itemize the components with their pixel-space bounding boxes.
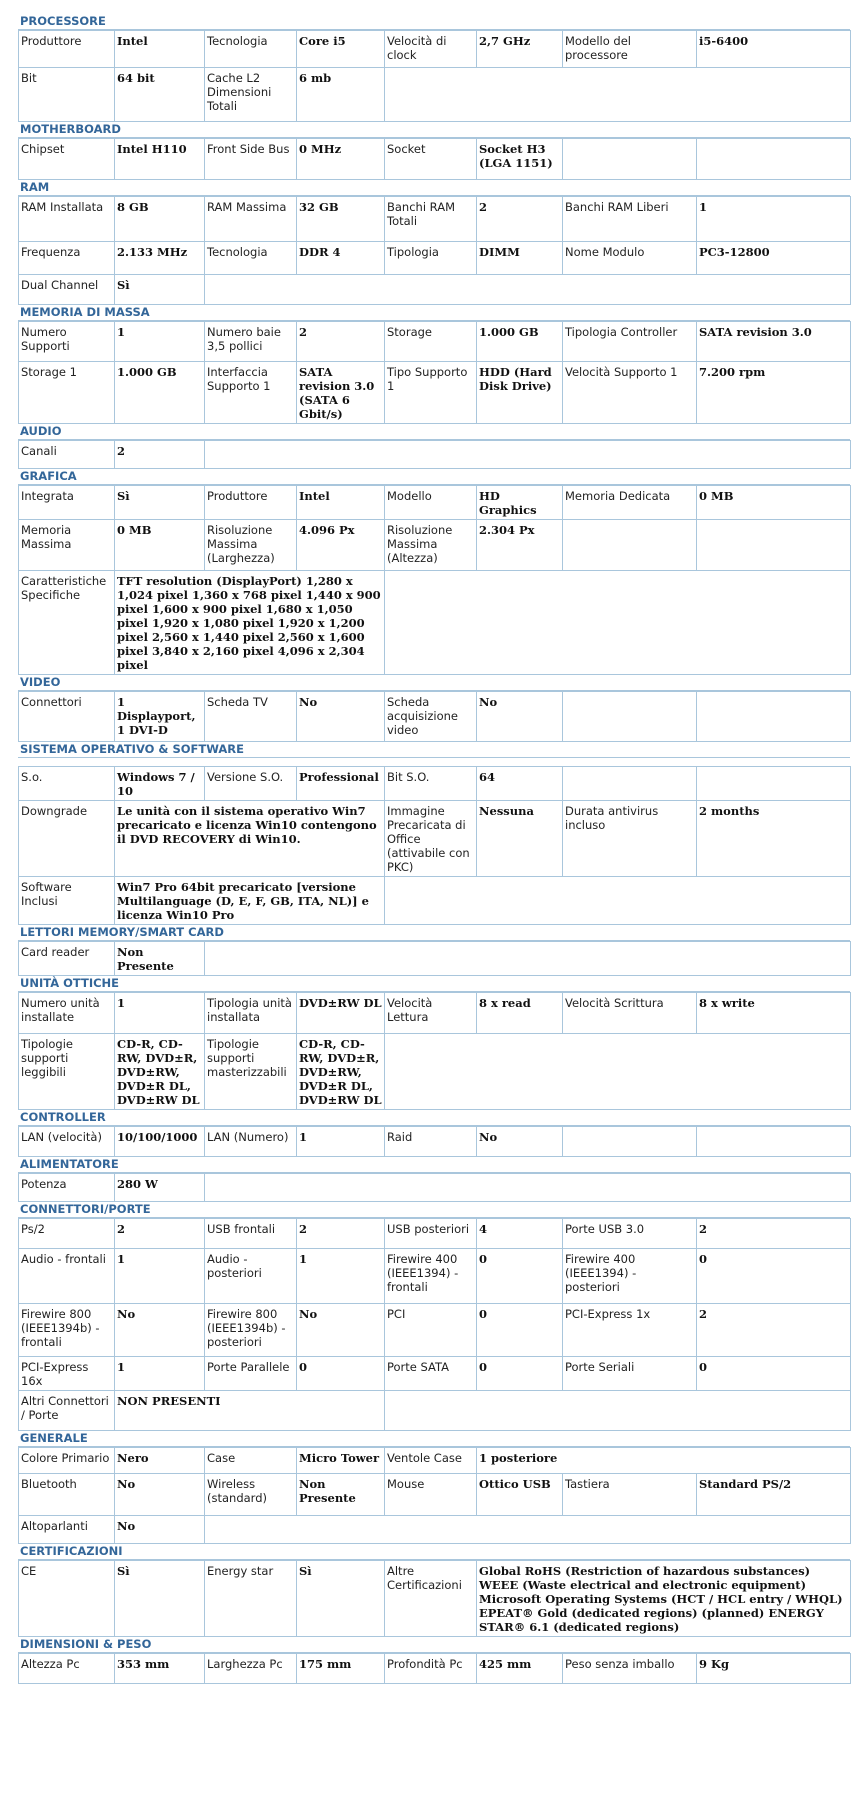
spec-value-downgrade: Le unità con il sistema operativo Win7 precaricato e licenza Win10 contengono il DVD RECOVERY di Win10. (115, 801, 385, 877)
spec-label-numero-unita-installate: Numero unità installate (19, 993, 115, 1034)
spec-value-numero-supporti: 1 (115, 322, 205, 362)
empty-cell (697, 1127, 851, 1157)
spec-value-larghezza-pc: 175 mm (297, 1654, 385, 1684)
section-title-certificazioni: CERTIFICAZIONI (18, 1544, 850, 1560)
spec-value-altezza-pc: 353 mm (115, 1654, 205, 1684)
spec-row (19, 1516, 851, 1544)
spec-label-peso-senza-imballo: Peso senza imballo (563, 1654, 697, 1684)
spec-value-risoluzione-massima-larghezza: 4.096 Px (297, 520, 385, 571)
spec-value-tastiera: Standard PS/2 (697, 1474, 851, 1516)
spec-label-altoparlanti: Altoparlanti (19, 1516, 115, 1544)
spec-label-audio-frontali: Audio - frontali (19, 1249, 115, 1304)
spec-row (19, 139, 851, 180)
empty-cell (385, 1034, 851, 1110)
spec-value-modello-del-processore: i5-6400 (697, 31, 851, 68)
section-title-motherboard: MOTHERBOARD (18, 122, 850, 138)
spec-value-tipologie-supporti-leggibili: CD-R, CD-RW, DVD±R, DVD±RW, DVD±R DL, DVD±RW DL (115, 1034, 205, 1110)
spec-label-firewire-400-ieee1394-frontali: Firewire 400 (IEEE1394) - frontali (385, 1249, 477, 1304)
spec-value-dual-channel: Sì (115, 275, 205, 305)
empty-cell (205, 441, 851, 469)
spec-label-velocita-di-clock: Velocità di clock (385, 31, 477, 68)
spec-label-durata-antivirus-incluso: Durata antivirus incluso (563, 801, 697, 877)
spec-value-firewire-400-ieee1394-frontali: 0 (477, 1249, 563, 1304)
spec-value-lan-velocita: 10/100/1000 (115, 1127, 205, 1157)
section-title-memoria-di-massa: MEMORIA DI MASSA (18, 305, 850, 321)
spec-label-tecnologia: Tecnologia (205, 242, 297, 275)
empty-cell (205, 942, 851, 976)
spec-label-interfaccia-supporto-1: Interfaccia Supporto 1 (205, 362, 297, 424)
spec-label-firewire-400-ieee1394-posteriori: Firewire 400 (IEEE1394) - posteriori (563, 1249, 697, 1304)
spec-label-lan-numero: LAN (Numero) (205, 1127, 297, 1157)
spec-row (19, 1219, 851, 1249)
spec-value-numero-baie-3-5-pollici: 2 (297, 322, 385, 362)
spec-label-pci: PCI (385, 1304, 477, 1357)
section-title-alimentatore: ALIMENTATORE (18, 1157, 850, 1173)
spec-label-s-o: S.o. (19, 767, 115, 801)
spec-label-frequenza: Frequenza (19, 242, 115, 275)
spec-label-storage: Storage (385, 322, 477, 362)
spec-row (19, 242, 851, 275)
spec-label-socket: Socket (385, 139, 477, 180)
spec-value-software-inclusi: Win7 Pro 64bit precaricato [versione Multilanguage (D, E, F, GB, ITA, NL)] e licenza Win10 Pro (115, 877, 385, 925)
spec-value-caratteristiche-specifiche: TFT resolution (DisplayPort) 1,280 x 1,024 pixel 1,360 x 768 pixel 1,440 x 900 pixel 1,600 x 900 pixel 1,680 x 1,050 pixel 1,920 x 1,080 pixel 1,920 x 1,200 pixel 2,560 x 1,440 pixel 2,560 x 1,600 pixel 3,840 x 2,160 pixel 4,096 x 2,304 pixel (115, 571, 385, 675)
spec-row (19, 767, 851, 801)
spec-value-interfaccia-supporto-1: SATA revision 3.0 (SATA 6 Gbit/s) (297, 362, 385, 424)
section-title-dimensioni-peso: DIMENSIONI & PESO (18, 1637, 850, 1653)
empty-cell (563, 139, 697, 180)
spec-value-ventole-case: 1 posteriore (477, 1448, 851, 1474)
spec-label-energy-star: Energy star (205, 1561, 297, 1637)
spec-value-frequenza: 2.133 MHz (115, 242, 205, 275)
spec-value-raid: No (477, 1127, 563, 1157)
spec-value-pci: 0 (477, 1304, 563, 1357)
spec-row (19, 362, 851, 424)
spec-label-tipologie-supporti-masterizzabili: Tipologie supporti masterizzabili (205, 1034, 297, 1110)
spec-label-porte-parallele: Porte Parallele (205, 1357, 297, 1391)
spec-label-tipo-supporto-1: Tipo Supporto 1 (385, 362, 477, 424)
spec-label-porte-usb-3-0: Porte USB 3.0 (563, 1219, 697, 1249)
spec-value-tipologia-unita-installata: DVD±RW DL (297, 993, 385, 1034)
spec-value-lan-numero: 1 (297, 1127, 385, 1157)
spec-value-wireless-standard: Non Presente (297, 1474, 385, 1516)
spec-label-usb-frontali: USB frontali (205, 1219, 297, 1249)
spec-label-usb-posteriori: USB posteriori (385, 1219, 477, 1249)
section-title-sistema-operativo-software: SISTEMA OPERATIVO & SOFTWARE (18, 742, 850, 758)
spec-value-firewire-800-ieee1394b-frontali: No (115, 1304, 205, 1357)
empty-cell (385, 877, 851, 925)
spec-table-certificazioni (18, 1560, 851, 1637)
spec-label-memoria-dedicata: Memoria Dedicata (563, 486, 697, 520)
spec-value-tipologia-controller: SATA revision 3.0 (697, 322, 851, 362)
spec-value-altri-connettori-porte: NON PRESENTI (115, 1391, 385, 1431)
empty-cell (385, 68, 851, 122)
spec-row (19, 993, 851, 1034)
spec-label-numero-supporti: Numero Supporti (19, 322, 115, 362)
spec-value-usb-frontali: 2 (297, 1219, 385, 1249)
spec-row (19, 1127, 851, 1157)
empty-cell (563, 1127, 697, 1157)
spec-value-durata-antivirus-incluso: 2 months (697, 801, 851, 877)
spec-label-tecnologia: Tecnologia (205, 31, 297, 68)
spec-value-altoparlanti: No (115, 1516, 205, 1544)
spec-value-firewire-800-ieee1394b-posteriori: No (297, 1304, 385, 1357)
spec-value-porte-seriali: 0 (697, 1357, 851, 1391)
spec-value-modello: HD Graphics (477, 486, 563, 520)
spec-label-case: Case (205, 1448, 297, 1474)
spec-label-card-reader: Card reader (19, 942, 115, 976)
section-title-lettori-memory-smart-card: LETTORI MEMORY/SMART CARD (18, 925, 850, 941)
spec-value-colore-primario: Nero (115, 1448, 205, 1474)
spec-label-firewire-800-ieee1394b-posteriori: Firewire 800 (IEEE1394b) - posteriori (205, 1304, 297, 1357)
spec-table-generale (18, 1447, 851, 1544)
empty-cell (697, 139, 851, 180)
spec-label-risoluzione-massima-altezza: Risoluzione Massima (Altezza) (385, 520, 477, 571)
spec-label-audio-posteriori: Audio - posteriori (205, 1249, 297, 1304)
spec-label-potenza: Potenza (19, 1174, 115, 1202)
spec-row (19, 1357, 851, 1391)
spec-label-tipologie-supporti-leggibili: Tipologie supporti leggibili (19, 1034, 115, 1110)
spec-label-integrata: Integrata (19, 486, 115, 520)
spec-table-ram (18, 196, 851, 305)
spec-value-nome-modulo: PC3-12800 (697, 242, 851, 275)
empty-cell (697, 692, 851, 742)
spec-value-produttore: Intel (297, 486, 385, 520)
spec-label-modello-del-processore: Modello del processore (563, 31, 697, 68)
spec-label-tastiera: Tastiera (563, 1474, 697, 1516)
spec-label-versione-s-o: Versione S.O. (205, 767, 297, 801)
spec-value-porte-usb-3-0: 2 (697, 1219, 851, 1249)
empty-cell (205, 1174, 851, 1202)
empty-cell (385, 1391, 851, 1431)
spec-row (19, 68, 851, 122)
spec-value-card-reader: Non Presente (115, 942, 205, 976)
spec-value-memoria-dedicata: 0 MB (697, 486, 851, 520)
spec-value-scheda-acquisizione-video: No (477, 692, 563, 742)
spec-value-bit: 64 bit (115, 68, 205, 122)
spec-value-cache-l2-dimensioni-totali: 6 mb (297, 68, 385, 122)
spec-label-firewire-800-ieee1394b-frontali: Firewire 800 (IEEE1394b) - frontali (19, 1304, 115, 1357)
spec-label-banchi-ram-totali: Banchi RAM Totali (385, 197, 477, 242)
spec-value-porte-parallele: 0 (297, 1357, 385, 1391)
spec-row (19, 322, 851, 362)
spec-label-ps-2: Ps/2 (19, 1219, 115, 1249)
empty-cell (205, 1516, 851, 1544)
spec-value-versione-s-o: Professional (297, 767, 385, 801)
spec-table-controller (18, 1126, 851, 1157)
spec-row (19, 571, 851, 675)
spec-label-caratteristiche-specifiche: Caratteristiche Specifiche (19, 571, 115, 675)
spec-label-pci-express-16x: PCI-Express 16x (19, 1357, 115, 1391)
spec-row (19, 1034, 851, 1110)
spec-value-firewire-400-ieee1394-posteriori: 0 (697, 1249, 851, 1304)
spec-label-pci-express-1x: PCI-Express 1x (563, 1304, 697, 1357)
spec-row (19, 31, 851, 68)
spec-row (19, 877, 851, 925)
spec-table-unita-ottiche (18, 992, 851, 1110)
spec-label-connettori: Connettori (19, 692, 115, 742)
spec-value-s-o: Windows 7 / 10 (115, 767, 205, 801)
spec-label-risoluzione-massima-larghezza: Risoluzione Massima (Larghezza) (205, 520, 297, 571)
spec-value-velocita-lettura: 8 x read (477, 993, 563, 1034)
spec-row (19, 1654, 851, 1684)
spec-label-chipset: Chipset (19, 139, 115, 180)
spec-value-porte-sata: 0 (477, 1357, 563, 1391)
spec-value-integrata: Sì (115, 486, 205, 520)
spec-label-produttore: Produttore (19, 31, 115, 68)
spec-value-chipset: Intel H110 (115, 139, 205, 180)
spec-table-dimensioni-peso (18, 1653, 851, 1684)
spec-label-banchi-ram-liberi: Banchi RAM Liberi (563, 197, 697, 242)
spec-label-altre-certificazioni: Altre Certificazioni (385, 1561, 477, 1637)
spec-row (19, 1474, 851, 1516)
spec-value-immagine-precaricata-di-office-attivabile-con-pkc: Nessuna (477, 801, 563, 877)
spec-label-ce: CE (19, 1561, 115, 1637)
spec-value-socket: Socket H3 (LGA 1151) (477, 139, 563, 180)
spec-label-scheda-tv: Scheda TV (205, 692, 297, 742)
section-title-controller: CONTROLLER (18, 1110, 850, 1126)
spec-row (19, 275, 851, 305)
spec-value-pci-express-1x: 2 (697, 1304, 851, 1357)
spec-value-front-side-bus: 0 MHz (297, 139, 385, 180)
spec-value-scheda-tv: No (297, 692, 385, 742)
spec-table-audio (18, 440, 851, 469)
spec-row (19, 1304, 851, 1357)
spec-label-tipologia-unita-installata: Tipologia unità installata (205, 993, 297, 1034)
spec-value-tipologia: DIMM (477, 242, 563, 275)
spec-value-usb-posteriori: 4 (477, 1219, 563, 1249)
spec-label-mouse: Mouse (385, 1474, 477, 1516)
spec-row (19, 1391, 851, 1431)
spec-row (19, 520, 851, 571)
spec-value-pci-express-16x: 1 (115, 1357, 205, 1391)
spec-value-audio-posteriori: 1 (297, 1249, 385, 1304)
spec-value-banchi-ram-liberi: 1 (697, 197, 851, 242)
spec-value-ram-installata: 8 GB (115, 197, 205, 242)
section-spacer (18, 758, 850, 766)
spec-label-canali: Canali (19, 441, 115, 469)
spec-value-energy-star: Sì (297, 1561, 385, 1637)
spec-value-case: Micro Tower (297, 1448, 385, 1474)
section-title-connettori-porte: CONNETTORI/PORTE (18, 1202, 850, 1218)
section-title-ram: RAM (18, 180, 850, 196)
spec-label-ram-installata: RAM Installata (19, 197, 115, 242)
spec-label-ram-massima: RAM Massima (205, 197, 297, 242)
spec-label-wireless-standard: Wireless (standard) (205, 1474, 297, 1516)
spec-value-ce: Sì (115, 1561, 205, 1637)
spec-label-porte-seriali: Porte Seriali (563, 1357, 697, 1391)
spec-label-larghezza-pc: Larghezza Pc (205, 1654, 297, 1684)
spec-content (18, 14, 850, 1684)
empty-cell (697, 520, 851, 571)
empty-cell (563, 767, 697, 801)
spec-row (19, 441, 851, 469)
empty-cell (563, 692, 697, 742)
spec-row (19, 1174, 851, 1202)
spec-label-cache-l2-dimensioni-totali: Cache L2 Dimensioni Totali (205, 68, 297, 122)
spec-value-velocita-di-clock: 2,7 GHz (477, 31, 563, 68)
spec-value-connettori: 1 Displayport, 1 DVI-D (115, 692, 205, 742)
section-title-generale: GENERALE (18, 1431, 850, 1447)
spec-table-memoria-di-massa (18, 321, 851, 424)
spec-label-front-side-bus: Front Side Bus (205, 139, 297, 180)
spec-label-profondita-pc: Profondità Pc (385, 1654, 477, 1684)
spec-label-bluetooth: Bluetooth (19, 1474, 115, 1516)
spec-row (19, 1561, 851, 1637)
spec-table-video (18, 691, 851, 742)
spec-value-memoria-massima: 0 MB (115, 520, 205, 571)
spec-value-banchi-ram-totali: 2 (477, 197, 563, 242)
spec-label-downgrade: Downgrade (19, 801, 115, 877)
spec-label-porte-sata: Porte SATA (385, 1357, 477, 1391)
spec-row (19, 197, 851, 242)
spec-value-profondita-pc: 425 mm (477, 1654, 563, 1684)
spec-label-immagine-precaricata-di-office-attivabile-con-pkc: Immagine Precaricata di Office (attivabile con PKC) (385, 801, 477, 877)
spec-value-risoluzione-massima-altezza: 2.304 Px (477, 520, 563, 571)
spec-label-tipologia-controller: Tipologia Controller (563, 322, 697, 362)
spec-label-software-inclusi: Software Inclusi (19, 877, 115, 925)
spec-value-canali: 2 (115, 441, 205, 469)
spec-row (19, 942, 851, 976)
spec-label-nome-modulo: Nome Modulo (563, 242, 697, 275)
spec-table-sistema-operativo-software (18, 766, 851, 925)
spec-label-memoria-massima: Memoria Massima (19, 520, 115, 571)
spec-value-produttore: Intel (115, 31, 205, 68)
spec-value-numero-unita-installate: 1 (115, 993, 205, 1034)
spec-value-tecnologia: DDR 4 (297, 242, 385, 275)
spec-value-velocita-supporto-1: 7.200 rpm (697, 362, 851, 424)
spec-label-scheda-acquisizione-video: Scheda acquisizione video (385, 692, 477, 742)
spec-label-raid: Raid (385, 1127, 477, 1157)
spec-label-velocita-supporto-1: Velocità Supporto 1 (563, 362, 697, 424)
spec-label-lan-velocita: LAN (velocità) (19, 1127, 115, 1157)
spec-value-potenza: 280 W (115, 1174, 205, 1202)
spec-row (19, 486, 851, 520)
spec-value-bluetooth: No (115, 1474, 205, 1516)
spec-table-processore (18, 30, 851, 122)
spec-value-peso-senza-imballo: 9 Kg (697, 1654, 851, 1684)
spec-label-altri-connettori-porte: Altri Connettori / Porte (19, 1391, 115, 1431)
spec-table-alimentatore (18, 1173, 851, 1202)
spec-label-velocita-lettura: Velocità Lettura (385, 993, 477, 1034)
section-title-grafica: GRAFICA (18, 469, 850, 485)
spec-label-ventole-case: Ventole Case (385, 1448, 477, 1474)
spec-label-altezza-pc: Altezza Pc (19, 1654, 115, 1684)
empty-cell (563, 520, 697, 571)
spec-table-connettori-porte (18, 1218, 851, 1431)
spec-value-tecnologia: Core i5 (297, 31, 385, 68)
spec-label-bit-s-o: Bit S.O. (385, 767, 477, 801)
empty-cell (205, 275, 851, 305)
spec-table-motherboard (18, 138, 851, 180)
spec-label-modello: Modello (385, 486, 477, 520)
section-title-unita-ottiche: UNITÀ OTTICHE (18, 976, 850, 992)
section-title-processore: PROCESSORE (18, 14, 850, 30)
spec-label-dual-channel: Dual Channel (19, 275, 115, 305)
spec-value-ps-2: 2 (115, 1219, 205, 1249)
empty-cell (697, 767, 851, 801)
spec-label-storage-1: Storage 1 (19, 362, 115, 424)
spec-row (19, 1249, 851, 1304)
spec-label-bit: Bit (19, 68, 115, 122)
spec-value-velocita-scrittura: 8 x write (697, 993, 851, 1034)
spec-value-storage-1: 1.000 GB (115, 362, 205, 424)
spec-value-storage: 1.000 GB (477, 322, 563, 362)
spec-label-velocita-scrittura: Velocità Scrittura (563, 993, 697, 1034)
spec-row (19, 692, 851, 742)
spec-value-ram-massima: 32 GB (297, 197, 385, 242)
section-title-audio: AUDIO (18, 424, 850, 440)
empty-cell (385, 571, 851, 675)
spec-label-produttore: Produttore (205, 486, 297, 520)
spec-value-bit-s-o: 64 (477, 767, 563, 801)
spec-table-grafica (18, 485, 851, 675)
spec-label-numero-baie-3-5-pollici: Numero baie 3,5 pollici (205, 322, 297, 362)
spec-label-colore-primario: Colore Primario (19, 1448, 115, 1474)
spec-value-tipologie-supporti-masterizzabili: CD-R, CD-RW, DVD±R, DVD±RW, DVD±R DL, DVD±RW DL (297, 1034, 385, 1110)
spec-label-tipologia: Tipologia (385, 242, 477, 275)
spec-row (19, 801, 851, 877)
spec-value-audio-frontali: 1 (115, 1249, 205, 1304)
spec-value-altre-certificazioni: Global RoHS (Restriction of hazardous substances) WEEE (Waste electrical and electronic equipment) Microsoft Operating Systems (HCT / HCL entry / WHQL) EPEAT® Gold (dedicated regions) (planned) ENERGY STAR® 6.1 (dedicated regions) (477, 1561, 851, 1637)
spec-value-tipo-supporto-1: HDD (Hard Disk Drive) (477, 362, 563, 424)
spec-row (19, 1448, 851, 1474)
spec-table-lettori-memory-smart-card (18, 941, 851, 976)
spec-value-mouse: Ottico USB (477, 1474, 563, 1516)
section-title-video: VIDEO (18, 675, 850, 691)
